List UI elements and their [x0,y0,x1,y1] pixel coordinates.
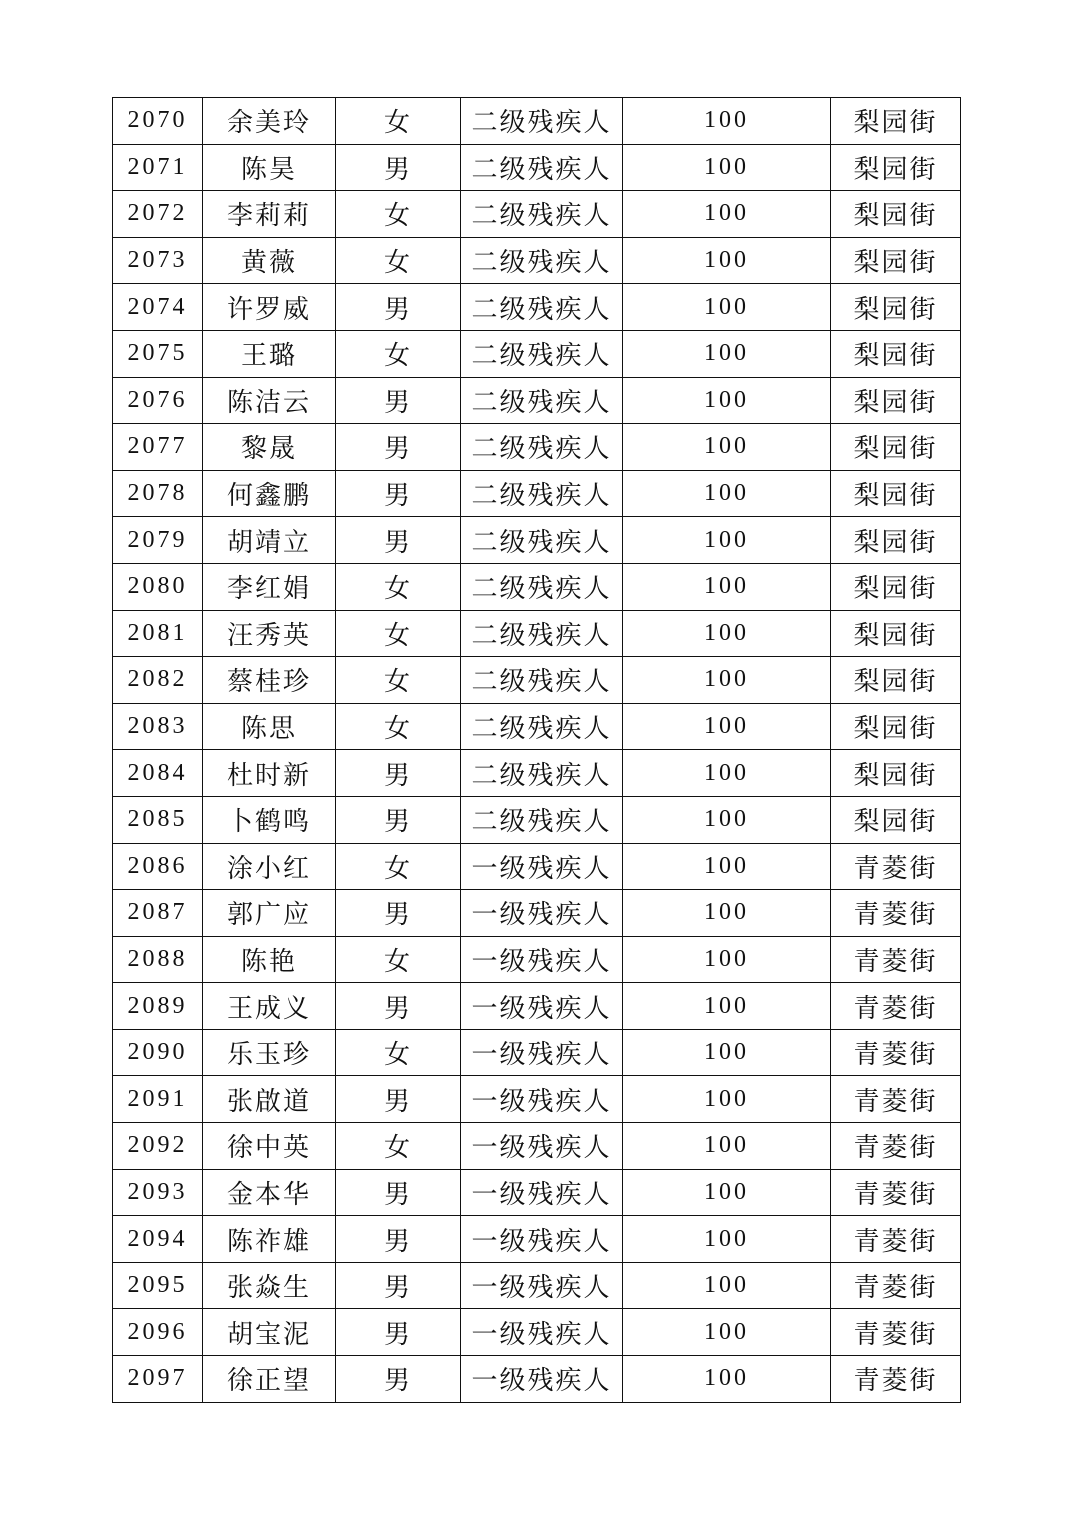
street-cell: 青菱街 [831,1169,961,1216]
street-cell: 青菱街 [831,983,961,1030]
disability-level-cell: 一级残疾人 [461,1356,623,1403]
table-row [113,98,961,145]
disability-level-cell: 一级残疾人 [461,1262,623,1309]
gender-cell: 男 [336,750,461,797]
table-row [113,936,961,983]
street-cell: 青菱街 [831,1123,961,1170]
amount-cell: 100 [623,1356,831,1403]
amount-cell: 100 [623,1216,831,1263]
street-cell: 梨园街 [831,284,961,331]
table-row [113,657,961,704]
table-row [113,424,961,471]
disability-level-cell: 二级残疾人 [461,657,623,704]
amount-cell: 100 [623,284,831,331]
amount-cell: 100 [623,703,831,750]
table-row [113,377,961,424]
street-cell: 梨园街 [831,424,961,471]
gender-cell: 男 [336,1309,461,1356]
table-row [113,703,961,750]
disability-level-cell: 二级残疾人 [461,750,623,797]
table-row [113,1309,961,1356]
gender-cell: 男 [336,284,461,331]
disability-level-cell: 一级残疾人 [461,1309,623,1356]
disability-level-cell: 一级残疾人 [461,1029,623,1076]
amount-cell: 100 [623,470,831,517]
disability-level-cell: 二级残疾人 [461,377,623,424]
name-cell: 张焱生 [203,1262,336,1309]
gender-cell: 男 [336,1356,461,1403]
gender-cell: 男 [336,796,461,843]
disability-level-cell: 二级残疾人 [461,796,623,843]
disability-level-cell: 一级残疾人 [461,983,623,1030]
amount-cell: 100 [623,98,831,145]
disability-level-cell: 一级残疾人 [461,1076,623,1123]
row-number-cell: 2079 [113,517,203,564]
disability-level-cell: 二级残疾人 [461,517,623,564]
gender-cell: 男 [336,890,461,937]
street-cell: 青菱街 [831,1076,961,1123]
table-row [113,1216,961,1263]
gender-cell: 男 [336,470,461,517]
gender-cell: 女 [336,98,461,145]
amount-cell: 100 [623,750,831,797]
disability-level-cell: 二级残疾人 [461,424,623,471]
street-cell: 梨园街 [831,657,961,704]
street-cell: 梨园街 [831,377,961,424]
amount-cell: 100 [623,1123,831,1170]
amount-cell: 100 [623,1169,831,1216]
name-cell: 胡宝泥 [203,1309,336,1356]
disability-level-cell: 一级残疾人 [461,843,623,890]
row-number-cell: 2078 [113,470,203,517]
gender-cell: 男 [336,1262,461,1309]
street-cell: 青菱街 [831,890,961,937]
street-cell: 青菱街 [831,1356,961,1403]
name-cell: 王璐 [203,330,336,377]
disability-level-cell: 二级残疾人 [461,610,623,657]
disability-level-cell: 一级残疾人 [461,1169,623,1216]
gender-cell: 男 [336,1076,461,1123]
amount-cell: 100 [623,843,831,890]
table-row [113,610,961,657]
street-cell: 梨园街 [831,330,961,377]
street-cell: 青菱街 [831,1216,961,1263]
gender-cell: 女 [336,563,461,610]
disability-level-cell: 二级残疾人 [461,237,623,284]
disability-level-cell: 一级残疾人 [461,936,623,983]
gender-cell: 男 [336,424,461,471]
street-cell: 梨园街 [831,517,961,564]
table-row [113,284,961,331]
row-number-cell: 2072 [113,191,203,238]
row-number-cell: 2077 [113,424,203,471]
gender-cell: 男 [336,983,461,1030]
name-cell: 王成义 [203,983,336,1030]
table-row [113,1262,961,1309]
roster-table-body [113,98,961,1403]
row-number-cell: 2090 [113,1029,203,1076]
table-row [113,750,961,797]
disability-level-cell: 二级残疾人 [461,563,623,610]
name-cell: 许罗威 [203,284,336,331]
disability-level-cell: 二级残疾人 [461,191,623,238]
name-cell: 徐中英 [203,1123,336,1170]
street-cell: 青菱街 [831,936,961,983]
name-cell: 杜时新 [203,750,336,797]
name-cell: 陈洁云 [203,377,336,424]
gender-cell: 女 [336,1029,461,1076]
amount-cell: 100 [623,237,831,284]
table-row [113,330,961,377]
table-row [113,563,961,610]
row-number-cell: 2091 [113,1076,203,1123]
table-row [113,470,961,517]
name-cell: 何鑫鹏 [203,470,336,517]
street-cell: 梨园街 [831,796,961,843]
disability-level-cell: 一级残疾人 [461,1216,623,1263]
gender-cell: 女 [336,657,461,704]
row-number-cell: 2097 [113,1356,203,1403]
name-cell: 涂小红 [203,843,336,890]
row-number-cell: 2082 [113,657,203,704]
name-cell: 汪秀英 [203,610,336,657]
amount-cell: 100 [623,610,831,657]
name-cell: 余美玲 [203,98,336,145]
disability-level-cell: 二级残疾人 [461,144,623,191]
amount-cell: 100 [623,330,831,377]
amount-cell: 100 [623,1076,831,1123]
amount-cell: 100 [623,377,831,424]
table-row [113,1123,961,1170]
name-cell: 黄薇 [203,237,336,284]
row-number-cell: 2092 [113,1123,203,1170]
disability-level-cell: 一级残疾人 [461,1123,623,1170]
row-number-cell: 2085 [113,796,203,843]
name-cell: 陈艳 [203,936,336,983]
street-cell: 梨园街 [831,191,961,238]
street-cell: 梨园街 [831,703,961,750]
row-number-cell: 2081 [113,610,203,657]
street-cell: 梨园街 [831,98,961,145]
name-cell: 张啟道 [203,1076,336,1123]
row-number-cell: 2089 [113,983,203,1030]
name-cell: 卜鹤鸣 [203,796,336,843]
gender-cell: 女 [336,703,461,750]
table-row [113,1076,961,1123]
table-row [113,983,961,1030]
gender-cell: 女 [336,843,461,890]
row-number-cell: 2074 [113,284,203,331]
amount-cell: 100 [623,424,831,471]
gender-cell: 男 [336,517,461,564]
table-row [113,890,961,937]
street-cell: 梨园街 [831,470,961,517]
table-row [113,144,961,191]
amount-cell: 100 [623,191,831,238]
name-cell: 胡靖立 [203,517,336,564]
row-number-cell: 2096 [113,1309,203,1356]
gender-cell: 女 [336,191,461,238]
disability-level-cell: 二级残疾人 [461,703,623,750]
amount-cell: 100 [623,1262,831,1309]
row-number-cell: 2086 [113,843,203,890]
street-cell: 梨园街 [831,144,961,191]
row-number-cell: 2084 [113,750,203,797]
row-number-cell: 2083 [113,703,203,750]
roster-table [112,97,961,1403]
street-cell: 青菱街 [831,1309,961,1356]
gender-cell: 女 [336,237,461,284]
amount-cell: 100 [623,983,831,1030]
table-row [113,1169,961,1216]
amount-cell: 100 [623,1309,831,1356]
name-cell: 李莉莉 [203,191,336,238]
row-number-cell: 2073 [113,237,203,284]
name-cell: 陈昊 [203,144,336,191]
street-cell: 青菱街 [831,1029,961,1076]
name-cell: 金本华 [203,1169,336,1216]
name-cell: 乐玉珍 [203,1029,336,1076]
table-row [113,237,961,284]
disability-level-cell: 二级残疾人 [461,98,623,145]
street-cell: 梨园街 [831,237,961,284]
amount-cell: 100 [623,517,831,564]
amount-cell: 100 [623,1029,831,1076]
name-cell: 陈祚雄 [203,1216,336,1263]
row-number-cell: 2087 [113,890,203,937]
name-cell: 蔡桂珍 [203,657,336,704]
gender-cell: 男 [336,144,461,191]
street-cell: 梨园街 [831,610,961,657]
gender-cell: 男 [336,1169,461,1216]
table-row [113,517,961,564]
row-number-cell: 2075 [113,330,203,377]
row-number-cell: 2094 [113,1216,203,1263]
disability-level-cell: 一级残疾人 [461,890,623,937]
table-row [113,843,961,890]
street-cell: 梨园街 [831,563,961,610]
street-cell: 青菱街 [831,843,961,890]
street-cell: 梨园街 [831,750,961,797]
gender-cell: 女 [336,330,461,377]
gender-cell: 女 [336,1123,461,1170]
disability-level-cell: 二级残疾人 [461,470,623,517]
amount-cell: 100 [623,144,831,191]
amount-cell: 100 [623,796,831,843]
row-number-cell: 2088 [113,936,203,983]
name-cell: 郭广应 [203,890,336,937]
amount-cell: 100 [623,563,831,610]
name-cell: 徐正望 [203,1356,336,1403]
row-number-cell: 2070 [113,98,203,145]
amount-cell: 100 [623,657,831,704]
gender-cell: 男 [336,377,461,424]
row-number-cell: 2093 [113,1169,203,1216]
row-number-cell: 2076 [113,377,203,424]
gender-cell: 男 [336,1216,461,1263]
gender-cell: 女 [336,936,461,983]
table-row [113,796,961,843]
name-cell: 李红娟 [203,563,336,610]
disability-level-cell: 二级残疾人 [461,330,623,377]
table-row [113,1029,961,1076]
name-cell: 黎晟 [203,424,336,471]
name-cell: 陈思 [203,703,336,750]
gender-cell: 女 [336,610,461,657]
disability-level-cell: 二级残疾人 [461,284,623,331]
table-row [113,1356,961,1403]
table-row [113,191,961,238]
amount-cell: 100 [623,890,831,937]
row-number-cell: 2095 [113,1262,203,1309]
street-cell: 青菱街 [831,1262,961,1309]
row-number-cell: 2080 [113,563,203,610]
amount-cell: 100 [623,936,831,983]
row-number-cell: 2071 [113,144,203,191]
